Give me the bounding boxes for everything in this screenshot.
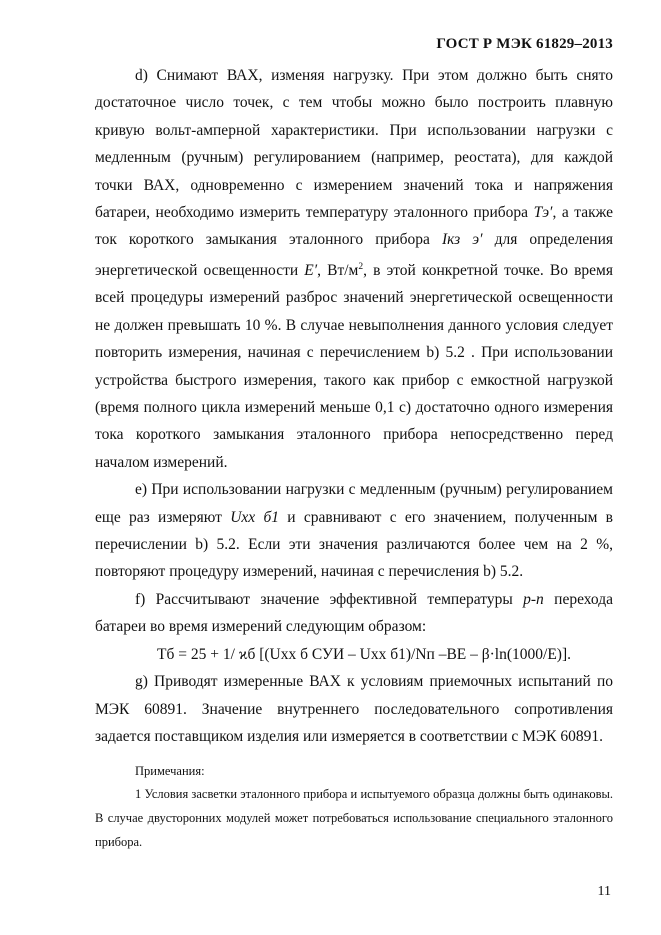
page-number: 11 bbox=[597, 884, 611, 899]
paragraph-f bbox=[95, 586, 613, 641]
symbol-reference-short-circuit-current: Iкз э′ bbox=[441, 231, 483, 249]
paragraph-f-text-2: перехода батареи во время измерений следующим образом: bbox=[95, 590, 613, 636]
paragraph-f-text-1: f) Рассчитывают значение эффективной температуры bbox=[135, 590, 524, 608]
paragraph-d-text-3: для определения энергетической освещенности bbox=[95, 231, 613, 279]
symbol-open-circuit-voltage: Uхх б1 bbox=[230, 508, 280, 526]
notes-heading: Примечания: bbox=[135, 764, 205, 779]
paragraph-d-text-2: , а также ток короткого замыкания эталонного прибора bbox=[95, 204, 614, 249]
paragraph-e-text-2: и сравнивают с его значением, полученным в перечислении b) 5.2. Если эти значения различаются более чем на 2 %, повторяют процедуру измерений, начиная с перечисления b) 5.2. bbox=[95, 508, 613, 581]
document-header: ГОСТ Р МЭК 61829–2013 bbox=[436, 36, 613, 52]
document-body bbox=[95, 62, 613, 854]
symbol-pn-junction: p-n bbox=[523, 590, 544, 608]
paragraph-d-text-4: , Вт/м bbox=[317, 262, 359, 279]
unit-superscript: 2 bbox=[358, 261, 364, 272]
symbol-irradiance: E′ bbox=[304, 262, 318, 279]
note-1: 1 Условия засветки эталонного прибора и испытуемого образца должны быть одинаковы. В случае двусторонних модулей может потребоваться использование специального эталонного прибора. bbox=[95, 787, 613, 850]
paragraph-d bbox=[95, 62, 613, 476]
paragraph-g: g) Приводят измеренные ВАХ к условиям приемочных испытаний по МЭК 60891. Значение внутреннего последовательного сопротивления задается поставщиком изделия или измеряется в соответствии с МЭК 60891. bbox=[95, 673, 613, 745]
paragraph-e bbox=[95, 476, 613, 586]
paragraph-d-text-1: d) Снимают ВАХ, изменяя нагрузку. При этом должно быть снято достаточное число точек, с тем чтобы можно было построить плавную кривую вольт-амперной характеристики. При использовании нагрузки с медленным (ручным) регулированием (например, реостата), для каждой точки ВАХ, одновременно с измерением значений тока и напряжения батареи, необходимо измерить температуру эталонного прибора bbox=[95, 67, 613, 222]
symbol-reference-temperature: Tэ′ bbox=[533, 204, 553, 222]
temperature-formula: Tб = 25 + 1/ ϰб [(Uхх б СУИ – Uхх б1)/Nп –BE – β·ln(1000/E)]. bbox=[157, 645, 571, 663]
paragraph-e-text-1: е) При использовании нагрузки с медленным (ручным) регулированием еще раз измеряют bbox=[95, 481, 613, 526]
paragraph-d-text-5: , в этой конкретной точке. Во время всей процедуры измерений разброс значений энергетической освещенности не должен превышать 10 %. В случае невыполнения данного условия следует повторить измерения, начиная с перечислением b) 5.2 . При использовании устройства быстрого измерения, такого как прибор с емкостной нагрузкой (время полного цикла измерений меньше 0,1 с) достаточно одного измерения тока короткого замыкания эталонного прибора непосредственно перед началом измерений. bbox=[95, 262, 613, 471]
